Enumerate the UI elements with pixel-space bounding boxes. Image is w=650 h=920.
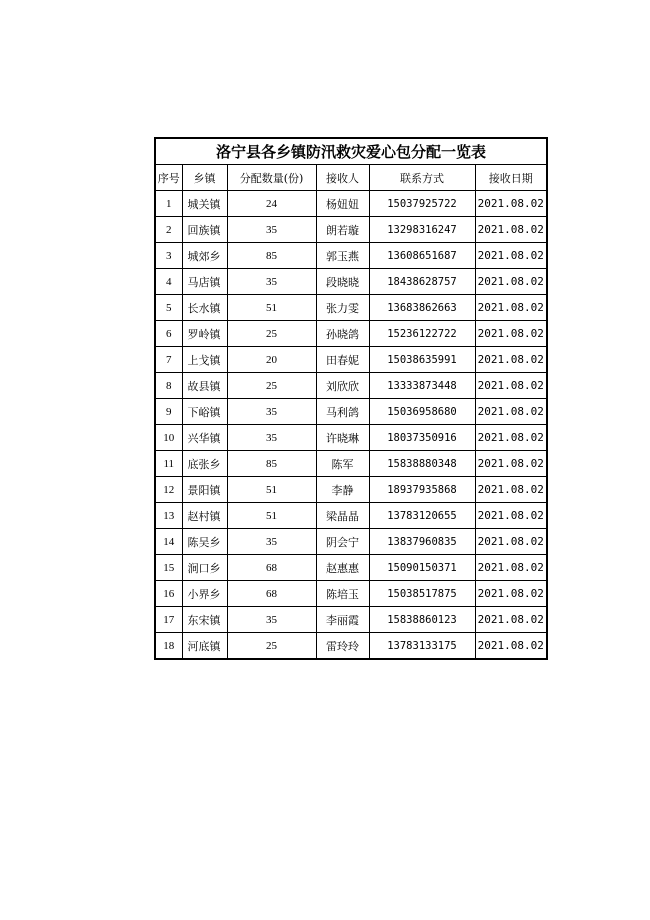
- cell-quantity: 68: [227, 581, 316, 607]
- cell-township: 东宋镇: [182, 607, 227, 633]
- cell-township: 赵村镇: [182, 503, 227, 529]
- cell-quantity: 35: [227, 425, 316, 451]
- cell-contact: 13783120655: [369, 503, 475, 529]
- table-row: [155, 477, 547, 503]
- title-row: [155, 138, 547, 165]
- cell-index: 1: [155, 191, 182, 217]
- table-row: [155, 269, 547, 295]
- cell-quantity: 20: [227, 347, 316, 373]
- cell-recipient: 李丽霞: [316, 607, 369, 633]
- table-row: [155, 321, 547, 347]
- distribution-sheet: [154, 137, 546, 660]
- cell-contact: 15090150371: [369, 555, 475, 581]
- cell-date: 2021.08.02: [475, 529, 547, 555]
- cell-recipient: 许晓琳: [316, 425, 369, 451]
- cell-date: 2021.08.02: [475, 399, 547, 425]
- cell-date: 2021.08.02: [475, 321, 547, 347]
- cell-index: 13: [155, 503, 182, 529]
- cell-date: 2021.08.02: [475, 191, 547, 217]
- cell-township: 城关镇: [182, 191, 227, 217]
- header-index: 序号: [155, 165, 182, 191]
- table-row: [155, 503, 547, 529]
- cell-date: 2021.08.02: [475, 607, 547, 633]
- cell-quantity: 51: [227, 503, 316, 529]
- header-row: [155, 165, 547, 191]
- cell-index: 2: [155, 217, 182, 243]
- cell-index: 11: [155, 451, 182, 477]
- cell-contact: 13683862663: [369, 295, 475, 321]
- cell-contact: 15838880348: [369, 451, 475, 477]
- table-title: 洛宁县各乡镇防汛救灾爱心包分配一览表: [155, 138, 547, 165]
- cell-index: 18: [155, 633, 182, 660]
- cell-contact: 15038517875: [369, 581, 475, 607]
- cell-date: 2021.08.02: [475, 633, 547, 660]
- cell-date: 2021.08.02: [475, 373, 547, 399]
- cell-contact: 15037925722: [369, 191, 475, 217]
- cell-recipient: 孙晓鸽: [316, 321, 369, 347]
- cell-index: 15: [155, 555, 182, 581]
- table-row: [155, 425, 547, 451]
- table-row: [155, 451, 547, 477]
- cell-quantity: 35: [227, 399, 316, 425]
- table-row: [155, 581, 547, 607]
- cell-date: 2021.08.02: [475, 503, 547, 529]
- cell-contact: 15236122722: [369, 321, 475, 347]
- cell-township: 故县镇: [182, 373, 227, 399]
- cell-index: 14: [155, 529, 182, 555]
- cell-township: 底张乡: [182, 451, 227, 477]
- cell-recipient: 马利鸽: [316, 399, 369, 425]
- cell-recipient: 朗若璇: [316, 217, 369, 243]
- cell-contact: 15036958680: [369, 399, 475, 425]
- cell-quantity: 85: [227, 451, 316, 477]
- cell-township: 上戈镇: [182, 347, 227, 373]
- cell-contact: 18037350916: [369, 425, 475, 451]
- cell-contact: 13783133175: [369, 633, 475, 660]
- cell-index: 7: [155, 347, 182, 373]
- table-row: [155, 399, 547, 425]
- cell-index: 5: [155, 295, 182, 321]
- header-quantity: 分配数量(份): [227, 165, 316, 191]
- cell-township: 下峪镇: [182, 399, 227, 425]
- cell-recipient: 李静: [316, 477, 369, 503]
- cell-index: 3: [155, 243, 182, 269]
- cell-index: 10: [155, 425, 182, 451]
- cell-index: 12: [155, 477, 182, 503]
- table-row: [155, 347, 547, 373]
- table-row: [155, 191, 547, 217]
- cell-date: 2021.08.02: [475, 581, 547, 607]
- cell-quantity: 24: [227, 191, 316, 217]
- cell-quantity: 35: [227, 269, 316, 295]
- table-row: [155, 529, 547, 555]
- cell-contact: 13298316247: [369, 217, 475, 243]
- cell-quantity: 51: [227, 295, 316, 321]
- cell-township: 兴华镇: [182, 425, 227, 451]
- header-recipient: 接收人: [316, 165, 369, 191]
- cell-recipient: 阴会宁: [316, 529, 369, 555]
- cell-recipient: 郭玉燕: [316, 243, 369, 269]
- table-row: [155, 373, 547, 399]
- table-row: [155, 555, 547, 581]
- header-date: 接收日期: [475, 165, 547, 191]
- cell-recipient: 张力雯: [316, 295, 369, 321]
- cell-contact: 15838860123: [369, 607, 475, 633]
- cell-quantity: 85: [227, 243, 316, 269]
- cell-date: 2021.08.02: [475, 425, 547, 451]
- cell-township: 景阳镇: [182, 477, 227, 503]
- cell-contact: 13608651687: [369, 243, 475, 269]
- cell-index: 16: [155, 581, 182, 607]
- cell-township: 涧口乡: [182, 555, 227, 581]
- cell-contact: 15038635991: [369, 347, 475, 373]
- cell-date: 2021.08.02: [475, 269, 547, 295]
- cell-date: 2021.08.02: [475, 295, 547, 321]
- cell-township: 河底镇: [182, 633, 227, 660]
- table-row: [155, 243, 547, 269]
- cell-date: 2021.08.02: [475, 477, 547, 503]
- cell-index: 9: [155, 399, 182, 425]
- cell-quantity: 25: [227, 633, 316, 660]
- cell-recipient: 梁晶晶: [316, 503, 369, 529]
- cell-township: 陈吴乡: [182, 529, 227, 555]
- cell-date: 2021.08.02: [475, 217, 547, 243]
- cell-quantity: 25: [227, 373, 316, 399]
- table-row: [155, 295, 547, 321]
- cell-township: 马店镇: [182, 269, 227, 295]
- cell-quantity: 35: [227, 217, 316, 243]
- cell-contact: 13837960835: [369, 529, 475, 555]
- cell-recipient: 陈培玉: [316, 581, 369, 607]
- cell-date: 2021.08.02: [475, 243, 547, 269]
- cell-index: 17: [155, 607, 182, 633]
- header-township: 乡镇: [182, 165, 227, 191]
- cell-recipient: 田春妮: [316, 347, 369, 373]
- cell-index: 8: [155, 373, 182, 399]
- distribution-table: [154, 137, 548, 660]
- cell-township: 回族镇: [182, 217, 227, 243]
- cell-recipient: 段晓晓: [316, 269, 369, 295]
- cell-recipient: 雷玲玲: [316, 633, 369, 660]
- cell-recipient: 杨妞妞: [316, 191, 369, 217]
- cell-quantity: 68: [227, 555, 316, 581]
- cell-date: 2021.08.02: [475, 451, 547, 477]
- table-row: [155, 607, 547, 633]
- cell-quantity: 25: [227, 321, 316, 347]
- cell-township: 罗岭镇: [182, 321, 227, 347]
- cell-township: 长水镇: [182, 295, 227, 321]
- header-contact: 联系方式: [369, 165, 475, 191]
- table-row: [155, 217, 547, 243]
- cell-quantity: 51: [227, 477, 316, 503]
- cell-quantity: 35: [227, 607, 316, 633]
- cell-date: 2021.08.02: [475, 555, 547, 581]
- cell-contact: 18438628757: [369, 269, 475, 295]
- cell-township: 小界乡: [182, 581, 227, 607]
- cell-contact: 18937935868: [369, 477, 475, 503]
- cell-date: 2021.08.02: [475, 347, 547, 373]
- cell-index: 6: [155, 321, 182, 347]
- cell-recipient: 赵惠惠: [316, 555, 369, 581]
- cell-township: 城郊乡: [182, 243, 227, 269]
- cell-recipient: 陈军: [316, 451, 369, 477]
- cell-contact: 13333873448: [369, 373, 475, 399]
- cell-quantity: 35: [227, 529, 316, 555]
- cell-index: 4: [155, 269, 182, 295]
- cell-recipient: 刘欣欣: [316, 373, 369, 399]
- table-row: [155, 633, 547, 660]
